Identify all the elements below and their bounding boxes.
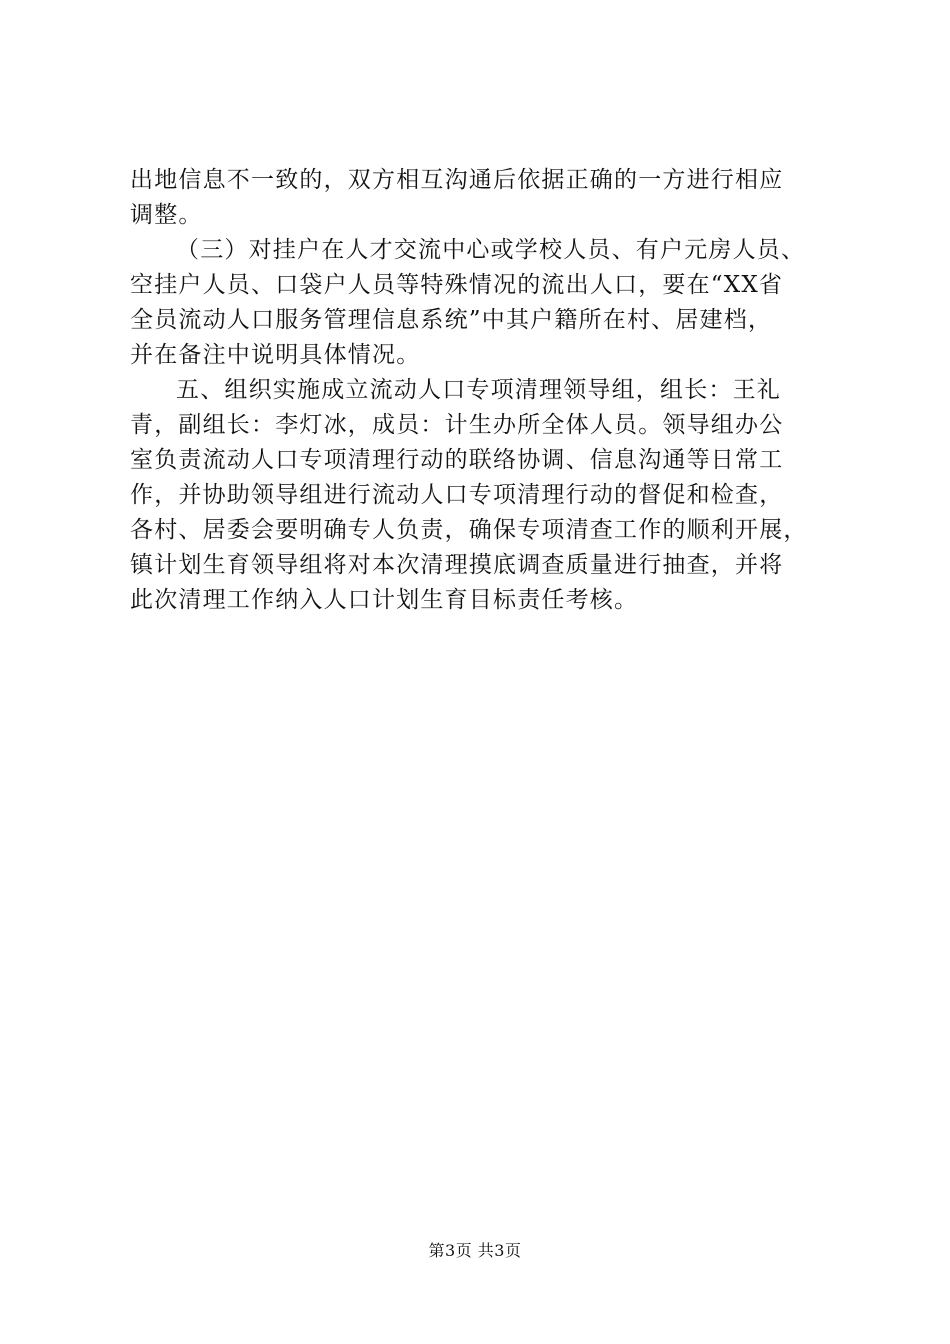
text-line: 室负责流动人口专项清理行动的联络协调、信息沟通等日常工 (130, 447, 784, 473)
page-number: 第3页 共3页 (428, 1241, 522, 1260)
text-line: （三）对挂户在人才交流中心或学校人员、有户元房人员、 (176, 237, 806, 263)
text-line: 调整。 (130, 202, 203, 228)
text-line: 全员流动人口服务管理信息系统”中其户籍所在村、居建档， (130, 307, 773, 333)
page-footer (0, 1241, 950, 1261)
text-line: 空挂户人员、口袋户人员等特殊情况的流出人口，要在“XX省 (130, 272, 784, 298)
text-line: 青，副组长：李灯冰，成员：计生办所全体人员。领导组办公 (130, 412, 784, 438)
paragraph-2 (130, 233, 830, 373)
paragraph-1 (130, 163, 830, 233)
text-line: 作，并协助领导组进行流动人口专项清理行动的督促和检查， (130, 482, 784, 508)
document-body (130, 163, 830, 618)
text-line: 并在备注中说明具体情况。 (130, 342, 421, 368)
text-line: 此次清理工作纳入人口计划生育目标责任考核。 (130, 587, 639, 613)
text-line: 出地信息不一致的，双方相互沟通后依据正确的一方进行相应 (130, 167, 784, 193)
text-line: 五、组织实施成立流动人口专项清理领导组，组长：王礼 (176, 377, 781, 403)
text-line: 各村、居委会要明确专人负责，确保专项清查工作的顺利开展， (130, 517, 808, 543)
text-line: 镇计划生育领导组将对本次清理摸底调查质量进行抽查，并将 (130, 552, 784, 578)
paragraph-3 (130, 373, 830, 618)
